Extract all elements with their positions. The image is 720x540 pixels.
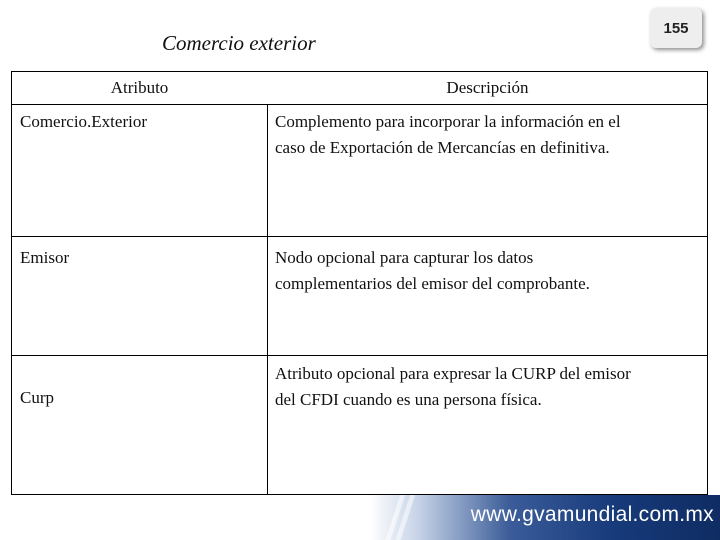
description-line: del CFDI cuando es una persona física. [275,390,542,409]
description-cell [275,109,621,161]
attribute-cell: Comercio.Exterior [20,112,147,131]
row-divider [12,355,707,356]
page-number-badge: 155 [650,8,702,48]
footer-url: www.gvamundial.com.mx [470,503,714,526]
column-divider [267,104,268,494]
description-line: caso de Exportación de Mercancías en definitiva. [275,138,610,157]
description-line: Nodo opcional para capturar los datos [275,248,534,267]
column-header-attribute: Atributo [110,78,169,97]
description-cell [275,245,590,297]
attribute-cell: Curp [20,388,54,407]
page-title: Comercio exterior [162,31,316,55]
description-line: Complemento para incorporar la información en el [275,112,621,131]
attribute-cell: Emisor [20,248,70,267]
column-header-description: Descripción [446,78,529,97]
description-line: Atributo opcional para expresar la CURP del emisor [275,364,631,383]
footer-banner [370,495,720,540]
row-divider [12,236,707,237]
row-divider [12,104,707,105]
description-line: complementarios del emisor del comprobante. [275,274,590,293]
attributes-table [11,71,708,495]
description-cell [275,361,631,413]
